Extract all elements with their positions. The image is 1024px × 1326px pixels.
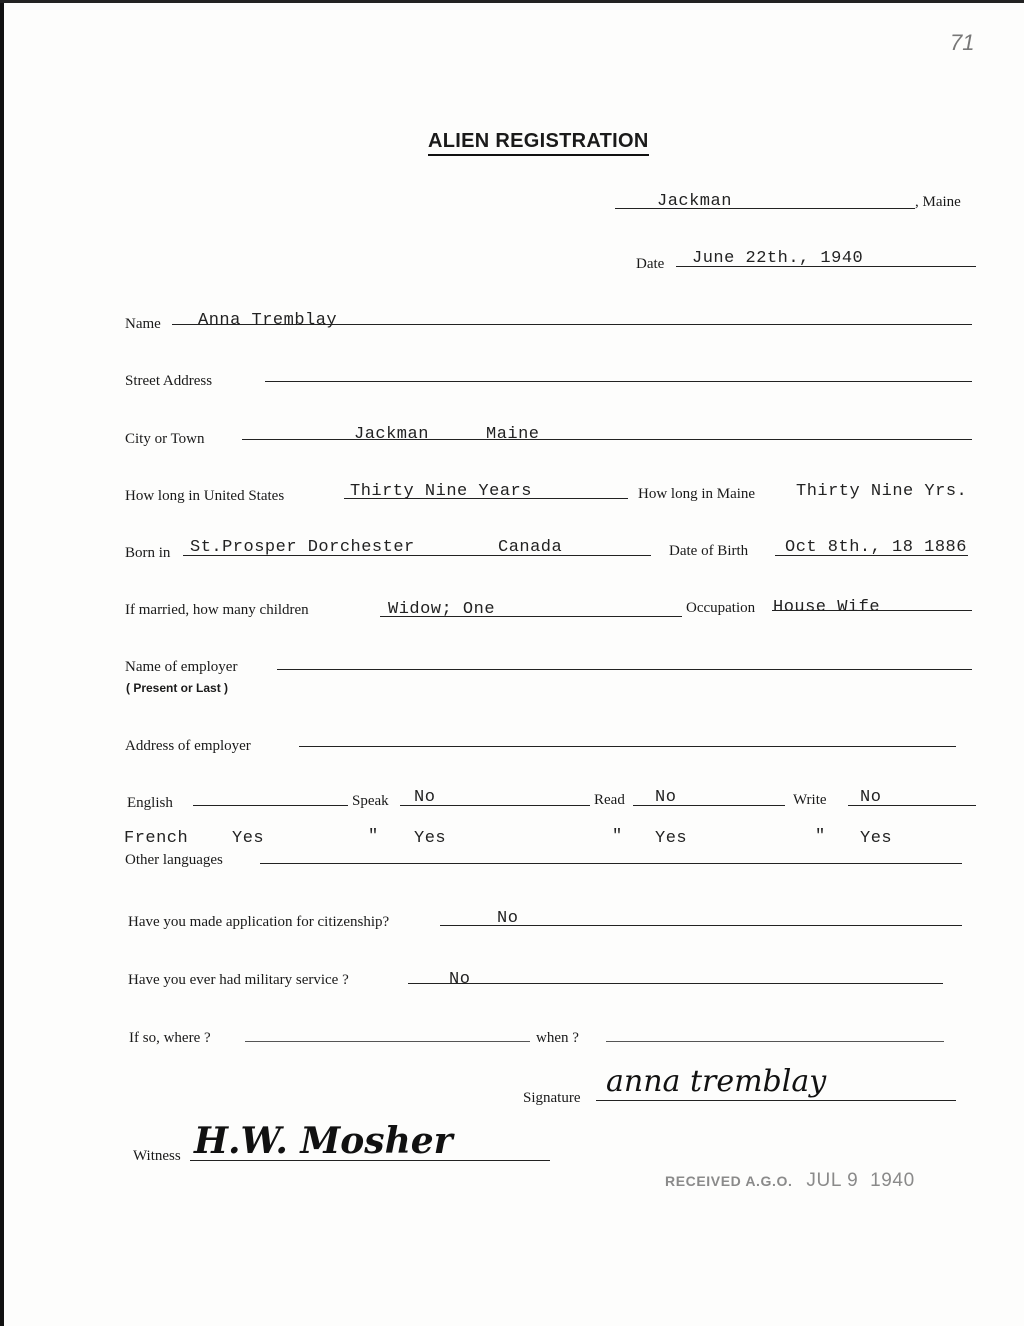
employer-address-underline xyxy=(299,746,956,747)
dob-label: Date of Birth xyxy=(669,543,749,559)
time-maine-label: How long in Maine xyxy=(638,486,756,502)
page-title: ALIEN REGISTRATION xyxy=(428,130,649,156)
page-number: 71 xyxy=(950,30,975,55)
signature-label: Signature xyxy=(523,1090,581,1106)
name-value: Anna Tremblay xyxy=(198,311,338,330)
other-languages-underline xyxy=(260,863,962,864)
citizenship-value: No xyxy=(497,909,519,928)
military-label: Have you ever had military service ? xyxy=(128,972,349,988)
scan-edge-left xyxy=(0,0,4,1326)
city-state-value: Maine xyxy=(486,425,540,444)
dob-value: Oct 8th., 18 1886 xyxy=(785,538,967,557)
time-us-value: Thirty Nine Years xyxy=(350,482,532,501)
english-read-value: No xyxy=(655,788,677,807)
ditto-mark-read: " xyxy=(612,827,623,846)
other-speak-value: Yes xyxy=(414,829,447,848)
employer-label: Name of employer xyxy=(125,659,238,675)
born-country-value: Canada xyxy=(498,538,563,557)
other-language-value: Yes xyxy=(232,829,265,848)
english-write-value: No xyxy=(860,788,882,807)
occupation-value: House Wife xyxy=(773,598,881,617)
city-underline xyxy=(242,439,972,440)
date-value: June 22th., 1940 xyxy=(692,249,864,268)
ditto-mark-speak: " xyxy=(368,827,379,846)
witness-handwriting: H.W. Mosher xyxy=(194,1120,453,1162)
signature-handwriting: anna tremblay xyxy=(606,1064,827,1099)
town-value: Jackman xyxy=(657,192,732,211)
received-stamp xyxy=(665,1170,915,1192)
other-read-value: Yes xyxy=(655,829,688,848)
state-label: , Maine xyxy=(915,194,961,210)
employer-underline xyxy=(277,669,972,670)
witness-label: Witness xyxy=(133,1148,181,1164)
other-write-value: Yes xyxy=(860,829,893,848)
english-underline xyxy=(193,805,348,806)
street-address-underline xyxy=(265,381,972,382)
born-label: Born in xyxy=(125,545,171,561)
when-underline xyxy=(606,1041,944,1042)
time-us-label: How long in United States xyxy=(125,488,285,504)
ditto-mark-write: " xyxy=(815,827,826,846)
time-maine-value: Thirty Nine Yrs. xyxy=(796,482,968,501)
city-value: Jackman xyxy=(354,425,429,444)
children-label: If married, how many children xyxy=(125,602,309,618)
signature-underline xyxy=(596,1100,956,1101)
employer-address-label: Address of employer xyxy=(125,738,251,754)
name-label: Name xyxy=(125,316,161,332)
where-underline xyxy=(245,1041,530,1042)
occupation-label: Occupation xyxy=(686,600,756,616)
city-label: City or Town xyxy=(125,431,205,447)
received-stamp-prefix: RECEIVED A.G.O. xyxy=(665,1173,793,1189)
write-label: Write xyxy=(793,792,827,808)
when-label: when ? xyxy=(536,1030,579,1046)
military-value: No xyxy=(449,970,471,989)
other-language-name: French xyxy=(124,829,189,848)
other-languages-label: Other languages xyxy=(125,852,223,868)
read-label: Read xyxy=(594,792,625,808)
street-address-label: Street Address xyxy=(125,373,213,389)
military-underline xyxy=(408,983,943,984)
scan-edge-top xyxy=(0,0,1024,3)
where-label: If so, where ? xyxy=(129,1030,211,1046)
date-label: Date xyxy=(636,256,665,272)
born-place-value: St.Prosper Dorchester xyxy=(190,538,415,557)
speak-label: Speak xyxy=(352,793,389,809)
received-stamp-date: JUL 9 1940 xyxy=(806,1170,915,1191)
citizenship-label: Have you made application for citizenship? xyxy=(128,914,390,930)
employer-sublabel: ( Present or Last ) xyxy=(126,681,229,695)
english-label: English xyxy=(127,795,173,811)
english-speak-value: No xyxy=(414,788,436,807)
children-value: Widow; One xyxy=(388,600,496,619)
